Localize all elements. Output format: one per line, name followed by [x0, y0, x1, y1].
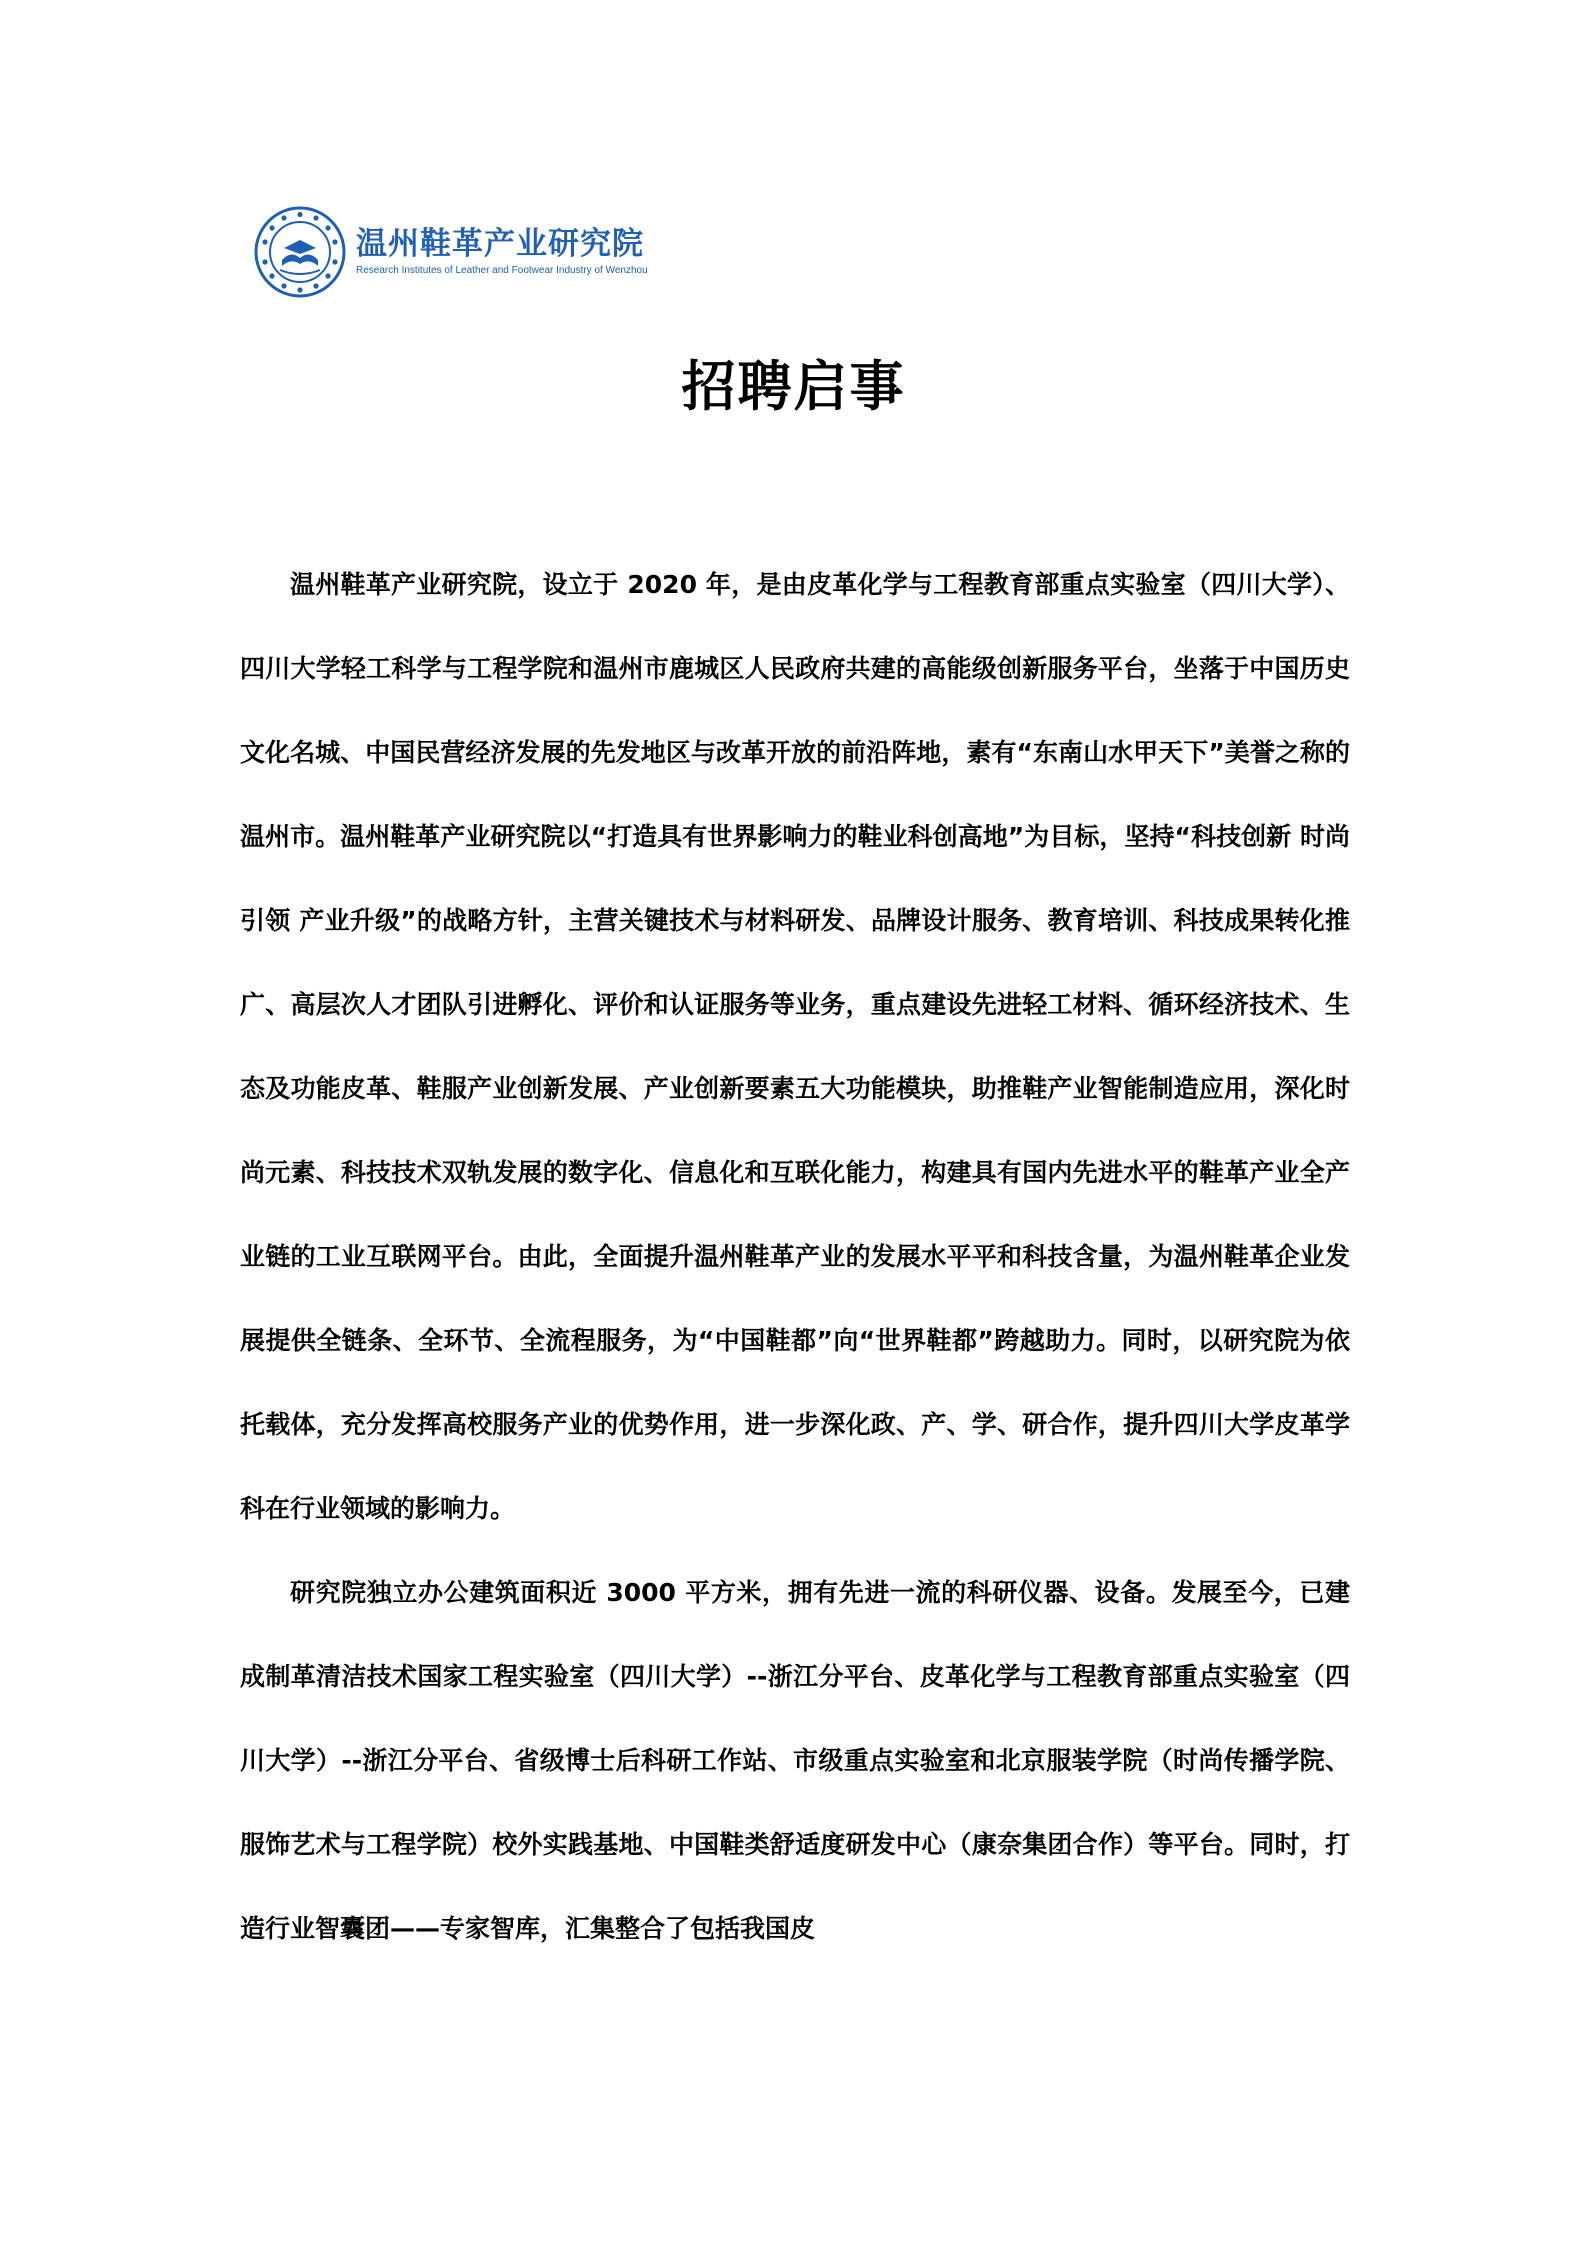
logo-name-cn: 温州鞋革产业研究院	[356, 226, 644, 262]
institute-logo	[254, 206, 648, 298]
institute-seal-icon	[254, 206, 346, 298]
paragraph-facilities: 研究院独立办公建筑面积近 3000 平方米，拥有先进一流的科研仪器、设备。发展至今，已建成制革清洁技术国家工程实验室（四川大学）--浙江分平台、皮革化学与工程教育部重点实验室（四川大学）--浙江分平台、省级博士后科研工作站、市级重点实验室和北京服装学院（时尚传播学院、服饰艺术与工程学院）校外实践基地、中国鞋类舒适度研发中心（康奈集团合作）等平台。同时，打造行业智囊团——专家智库，汇集整合了包括我国皮	[240, 1578, 1350, 1943]
page-title: 招聘启事	[681, 355, 906, 418]
logo-text	[356, 226, 648, 278]
paragraph-intro: 温州鞋革产业研究院，设立于 2020 年，是由皮革化学与工程教育部重点实验室（四川大学）、四川大学轻工科学与工程学院和温州市鹿城区人民政府共建的高能级创新服务平台，坐落于中国历史文化名城、中国民营经济发展的先发地区与改革开放的前沿阵地，素有“东南山水甲天下”美誉之称的温州市。温州鞋革产业研究院以“打造具有世界影响力的鞋业科创高地”为目标，坚持“科技创新 时尚引领 产业升级”的战略方针，主营关键技术与材料研发、品牌设计服务、教育培训、科技成果转化推广、高层次人才团队引进孵化、评价和认证服务等业务，重点建设先进轻工材料、循环经济技术、生态及功能皮革、鞋服产业创新发展、产业创新要素五大功能模块，助推鞋产业智能制造应用，深化时尚元素、科技技术双轨发展的数字化、信息化和互联化能力，构建具有国内先进水平的鞋革产业全产业链的工业互联网平台。由此，全面提升温州鞋革产业的发展水平平和科技含量，为温州鞋革企业发展提供全链条、全环节、全流程服务，为“中国鞋都”向“世界鞋都”跨越助力。同时，以研究院为依托载体，充分发挥高校服务产业的优势作用，进一步深化政、产、学、研合作，提升四川大学皮革学科在行业领域的影响力。	[240, 570, 1350, 1523]
logo-name-en: Research Institutes of Leather and Footwear Industry of Wenzhou	[356, 265, 648, 276]
body-text	[240, 543, 1350, 1971]
